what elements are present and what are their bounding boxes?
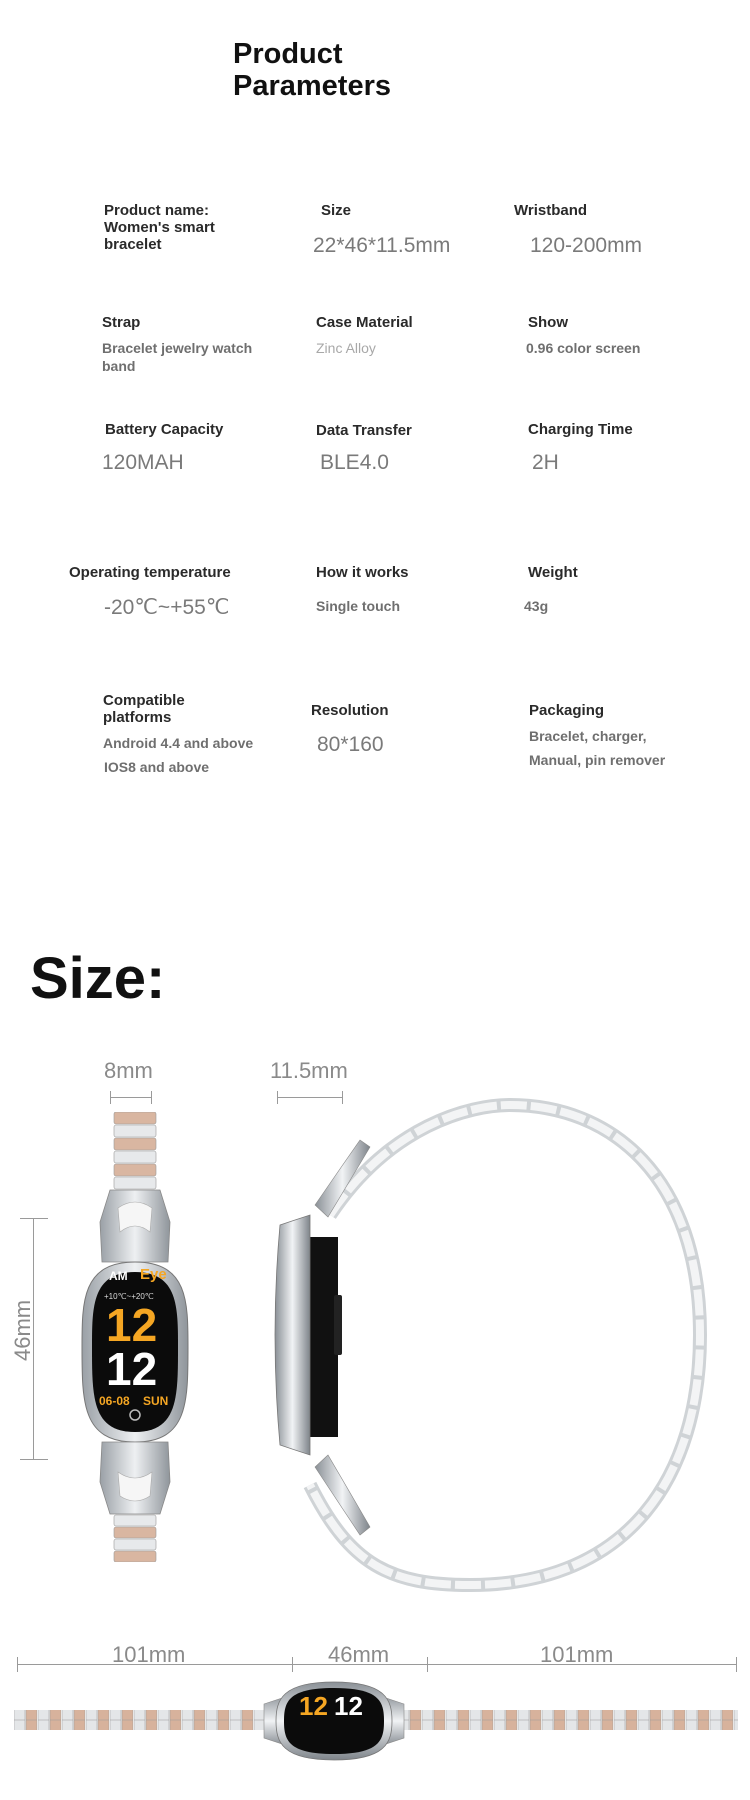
watch-flat-illustration bbox=[14, 1680, 738, 1762]
title-line2: Parameters bbox=[233, 70, 391, 102]
dim-bottom-tick bbox=[17, 1657, 18, 1672]
dim-width-tick bbox=[151, 1091, 152, 1104]
param-value: Single touch bbox=[316, 598, 400, 614]
param-label: Compatible bbox=[103, 692, 185, 709]
param-weight bbox=[524, 564, 578, 615]
param-compatible bbox=[103, 692, 253, 776]
param-value: Android 4.4 and above bbox=[103, 735, 254, 751]
param-strap bbox=[102, 314, 252, 375]
face-minute: 12 bbox=[106, 1343, 158, 1395]
param-label: platforms bbox=[103, 709, 172, 726]
face-am: AM bbox=[109, 1269, 128, 1283]
param-charging-time bbox=[528, 421, 633, 438]
param-label: Resolution bbox=[311, 702, 389, 719]
dim-body-label: 46mm bbox=[328, 1642, 390, 1667]
page-title bbox=[233, 38, 493, 102]
param-operating-temp-value: -20℃~+55℃ bbox=[104, 596, 230, 619]
param-how-it-works bbox=[316, 564, 409, 615]
param-value: Bracelet jewelry watch bbox=[102, 340, 253, 356]
param-resolution bbox=[311, 702, 389, 719]
face-temp: +10℃~+20℃ bbox=[104, 1292, 154, 1301]
param-label: Packaging bbox=[529, 702, 605, 719]
size-heading: Size: bbox=[30, 946, 166, 1011]
param-resolution-value: 80*160 bbox=[317, 733, 384, 756]
param-wristband bbox=[514, 202, 587, 219]
dim-thickness-label: 11.5mm bbox=[270, 1058, 348, 1083]
param-value: bracelet bbox=[104, 236, 162, 253]
band-bottom bbox=[114, 1515, 156, 1562]
face-date: 06-08 bbox=[99, 1394, 130, 1408]
dim-bottom-tick bbox=[292, 1657, 293, 1672]
param-size-value: 22*46*11.5mm bbox=[313, 234, 451, 257]
param-case-material bbox=[316, 314, 413, 357]
param-value: Zinc Alloy bbox=[316, 340, 376, 356]
param-label: Charging Time bbox=[528, 421, 633, 438]
dim-width-label: 8mm bbox=[104, 1058, 153, 1083]
param-data-transfer-value: BLE4.0 bbox=[320, 451, 389, 474]
param-value: Women's smart bbox=[104, 219, 215, 236]
dim-width-line bbox=[110, 1097, 152, 1098]
face-weekday: SUN bbox=[143, 1394, 169, 1408]
face-eye: Eye bbox=[140, 1266, 167, 1283]
dim-height-tick bbox=[20, 1459, 48, 1460]
band-top bbox=[114, 1112, 156, 1189]
param-value: band bbox=[102, 358, 136, 374]
param-packaging bbox=[529, 702, 665, 769]
param-label: Show bbox=[528, 314, 568, 331]
face-hour: 12 bbox=[106, 1299, 158, 1351]
param-label: Data Transfer bbox=[316, 422, 412, 439]
param-operating-temp bbox=[69, 564, 231, 581]
param-label: Battery Capacity bbox=[105, 421, 224, 438]
param-charging-time-value: 2H bbox=[532, 451, 559, 474]
param-label: Strap bbox=[102, 314, 141, 331]
param-size bbox=[321, 202, 351, 219]
param-label: Case Material bbox=[316, 314, 413, 331]
dim-width-tick bbox=[110, 1091, 111, 1104]
dim-bottom-tick bbox=[427, 1657, 428, 1672]
param-label: Product name: bbox=[104, 202, 210, 219]
param-label: How it works bbox=[316, 564, 409, 581]
param-wristband-value: 120-200mm bbox=[530, 234, 643, 257]
param-value: 0.96 color screen bbox=[526, 340, 641, 356]
param-label: Weight bbox=[528, 564, 578, 581]
flat-face-hour: 12 bbox=[299, 1691, 328, 1721]
param-battery-value: 120MAH bbox=[102, 451, 184, 474]
param-label: Wristband bbox=[514, 202, 588, 219]
param-label: Size bbox=[321, 202, 352, 219]
param-show bbox=[528, 314, 640, 357]
dim-bottom-tick bbox=[736, 1657, 737, 1672]
param-data-transfer bbox=[316, 422, 412, 439]
param-value: Bracelet, charger, bbox=[529, 728, 647, 744]
watch-side-illustration bbox=[270, 1095, 720, 1595]
param-battery bbox=[105, 421, 223, 438]
param-value: IOS8 and above bbox=[104, 759, 210, 775]
dim-left-band-label: 101mm bbox=[112, 1642, 186, 1667]
param-product-name bbox=[104, 202, 215, 253]
title-line1: Product bbox=[233, 38, 343, 70]
dim-height-label: 46mm bbox=[10, 1299, 35, 1361]
dim-right-band-label: 101mm bbox=[540, 1642, 614, 1667]
flat-face-minute: 12 bbox=[334, 1691, 363, 1721]
param-value: Manual, pin remover bbox=[529, 752, 666, 768]
param-value: 43g bbox=[524, 598, 549, 614]
param-label: Operating temperature bbox=[69, 564, 231, 581]
dim-height-tick bbox=[20, 1218, 48, 1219]
